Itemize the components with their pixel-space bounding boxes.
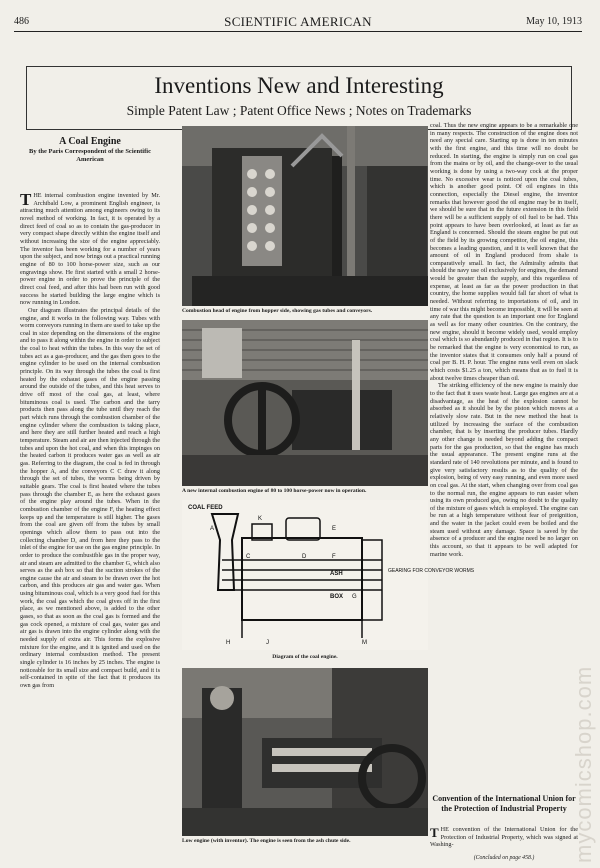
continued-note: (Concluded on page 458.) — [473, 855, 535, 861]
article-title: A Coal Engine — [59, 136, 121, 147]
article-byline: By the Paris Correspondent of the Scientific American — [29, 148, 151, 163]
convention-paragraph: HE convention of the International Union for the Protection of Industrial Property, which was signed at Washing- — [430, 826, 578, 849]
label-m: M — [362, 640, 367, 646]
magazine-name: SCIENTIFIC AMERICAN — [224, 14, 372, 29]
label-f: F — [332, 554, 336, 560]
drop-cap: T — [20, 190, 32, 209]
header-rule — [14, 31, 582, 32]
label-j: J — [266, 640, 269, 646]
caption-fig2: A new internal combustion engine of 80 to 100 horse-power now in operation. — [182, 488, 367, 494]
label-g: G — [352, 594, 357, 600]
section-subtitle: Simple Patent Law ; Patent Office News ; Notes on Trademarks — [126, 103, 472, 118]
magazine-page — [14, 14, 582, 860]
caption-fig3: Diagram of the coal engine. — [272, 654, 338, 660]
caption-fig1: Combustion head of engine from hopper side, showing gas tubes and conveyors. — [182, 308, 373, 314]
convention-title: Convention of the International Union for the Protection of Industrial Property — [432, 794, 576, 813]
coal-engine-diagram — [182, 500, 475, 650]
article-column-1 — [20, 192, 160, 860]
label-k: K — [258, 516, 263, 522]
article-paragraph: Our diagram illustrates the principal details of the engine, and it works in the following way. Tubes with worm conveyors running in them are used to take up the coal in size depending on the dimensions of the engine and to pass it along within the engine in order to subject the coal to heat within the tubes. In this way the set of tubes act as a gas-producer, and the gas then goes to the engine cylinder to be used on the internal combustion principle. On its way through the tubes the coal is first heated by the exhaust gases of the engine passing around the outside of the tubes, and this heat serves to drive off most of the coal gas, at least, where bituminous coal is used. The carbon and the tarry products then pass along the tube until they reach the part which runs through the combustion chamber of the engine cylinder where the combustion is taking place, and here they are still further heated and reach a high temperature. Steam and air are then injected through the tubes and upon the hot coal, and when this impinges on the heated carbon it produces water gas as well as air gas. Referring to the diagram, the coal is fed in through the hopper A, and the conveyors C C draw it along through the set of tubes, the worms being driven by suitable gears. The coal is first heated where the tubes pass through the chamber E, as here the exhaust gases of the engine play around the tubes. When in the combustion chamber of the engine F, the heating effect keeps up and the temperature is still higher. The gases from the coal are given off from the tubes by small openings which allow them to pass out into the collecting chamber D, and from here they pass to the inlet of the engine for use on the gas engine principle. In order to produce the combustible gas in the proper way, air and steam are admitted to the chamber G, which also serves as the ash box so that the suction strokes of the engine cause the air and steam to be drawn over the hot carbon, and this produces air gas and water gas. When using bituminous coal, which is a very good fuel for this work, the coal gas which the coal gives off in the first place, as we mentioned above, is added to the other gases, so that as soon as the coal gas is formed and the gas cock opened, a mixture of coal gas, water gas and air gas is drawn into the engine cylinder along with the needed supply of extra air. This forms the explosive mixture for the engine, and it is ignited and used on the ordinary internal combustion method. The present single cylinder is 16 inches by 25 inches. The engine is noticeable for its small size and compact build, and it is self-contained in spite of the fact that it produces its own gas from — [20, 306, 160, 689]
convention-text — [430, 826, 578, 856]
article-column-3 — [430, 122, 578, 742]
photo-combustion-head — [182, 126, 428, 306]
section-title: Inventions New and Interesting — [154, 73, 444, 98]
section-title-box — [26, 66, 572, 130]
page-number: 486 — [14, 16, 29, 27]
label-coal-feed: COAL FEED — [188, 505, 223, 511]
label-h: H — [226, 640, 231, 646]
label-c: C — [246, 554, 251, 560]
running-header — [14, 14, 582, 30]
photo-engine-with-inventor — [182, 668, 428, 836]
label-box: BOX — [330, 594, 344, 600]
watermark — [571, 560, 596, 863]
label-ash: ASH — [330, 571, 343, 577]
label-gearing: GEARING FOR CONVEYOR WORMS — [388, 568, 475, 574]
label-d: D — [302, 554, 307, 560]
article-paragraph: coal. Thus the new engine appears to be a remarkable one in many respects. The construction of the engine does not need any special care. Starting up is done in ten minutes with the first engine, and this time will no doubt be reduced. In starting, the engine is simply run on coal gas from the mains or by oil, and the change-over to the usual working is done by using a two-way cock at the proper time. No excessive wear is noticed upon the coal tubes, which is another good point. Of oil engines in this connection, especially the Diesel engine, the inventor remarks that however good the oil engine may be in itself, we should be sure that in the future extension in this field there will be a sufficient supply of oil fuel to be had. This point appears to have been overlooked, at least as far as England is concerned. Should the steam engine be put out of the field by its growing competitor, the oil engine, this becomes a leading question, and it is well known that the amount of oil in England produced from shale is comparatively small. In fact, the Admiralty admits that should the navy use oil exclusively for engines, the demand would be greater than the supply, and this regardless of expense, at least as far as the power production in that country, the home supplies would fall far short of what is needed. Without referring to importations of oil, and in time of war this might become impossible, it will be seen at any rate that the question is an important one for England as well as for many other countries. On the contrary, the new engine, should it become widely used, would employ coal which is so abundantly produced in that region. It is to be remarked that the engine is very economical to run, as the inventor states that it consumes only half a pound of coal per B. H. P. hour. The engine runs well even on slack which costs $1.25 a ton, which means that as to fuel it is about twelve times cheaper than oil. — [430, 122, 578, 382]
photo-engine-operation — [182, 320, 428, 486]
label-a: A — [210, 526, 215, 532]
watermark-text: mycomicshop.com — [571, 665, 596, 863]
label-e: E — [332, 526, 337, 532]
drop-cap: T — [430, 825, 439, 840]
issue-date: May 10, 1913 — [526, 16, 582, 27]
article-lead-paragraph: HE internal combustion engine invented by Mr. Archibald Low, a prominent English engineer, is attracting much attention among engineers owing to its novel method of working. In fact, it is operated by a direct feed of coal so as to contain the gas-producer in very compact shape directly within the engine itself and without increasing the size of the engine appreciably. The inventor has been working for a number of years upon the subject, and now brings out a practical running engine of 80 to 100 horse-power size, such as our engravings show. He first started with a small 2 horse-power engine in order to prove the principle of the direct coal feed, and after this had been run with good success he started building the large engine which is now running in London. — [20, 192, 160, 307]
article-paragraph: The striking efficiency of the new engine is mainly due to the fact that it uses waste heat. Large gas engines are at a disadvantage, as the heat of the explosion cannot be absorbed as it should be by the piston which moves at a relatively slow rate. But in the new method the heat is utilized by increasing the surface of the combustion chamber, that is by inserting the producer tubes. Hardly any other change is needed beyond adding the compact parts for the gas production, so that the engine has much the usual appearance. The present engine runs at the standard rate of 140 revolutions per minute, and is found to give very satisfactory results as to the quality of the explosion, being of very easy running, and even more used on coal gas. At the start, when changing over from coal gas to the normal run, the engine appears to run easier when using its own produced gas, owing no doubt to the quality of the mixture of gases which is employed. The engine can be run at a high temperature without fear of preignition, and the water in the jacket could even be boiled and the steam used without any damage. Space is saved by the absence of a producer and the engine need be no larger on this account, so that it appears to be well adapted for marine work. — [430, 382, 578, 558]
caption-fig4: Low engine (with inventor). The engine is seen from the ash chute side. — [182, 838, 351, 844]
